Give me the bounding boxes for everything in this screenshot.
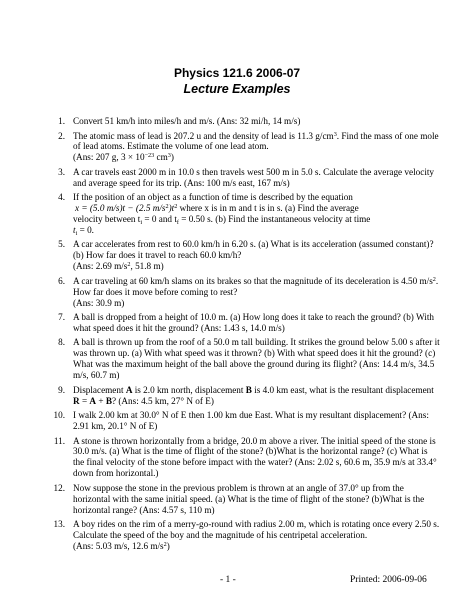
page-number: - 1 - [220, 575, 236, 585]
document-title: Physics 121.6 2006-07 [173, 66, 301, 80]
superscript: 2 [165, 203, 169, 211]
vector-label: B [245, 384, 252, 395]
problem-7 [45, 312, 440, 334]
problem-number: 11. [53, 435, 65, 446]
problem-text [73, 385, 440, 407]
superscript: 3 [167, 152, 171, 160]
printed-date: Printed: 2006-09-06 [350, 575, 427, 585]
problem-11 [45, 436, 440, 480]
problem-text: A stone is thrown horizontally from a bridge, 20.0 m above a river. The initial speed of the stone is 30.0 m/s. (a) What is the time of flight of the stone? (b)What is the horizontal range? (c) What is the final velocity of the stone before impact with the water? (Ans: 2.02 s, 60.6 m, 35.9 m/s at 33.4° down from horizontal.) [73, 435, 437, 479]
superscript: −23 [144, 152, 155, 160]
problem-number: 7. [58, 312, 65, 323]
vector-label: A [125, 384, 133, 395]
problem-text: A car travels east 2000 m in 10.0 s then travels west 500 m in 5.0 s. Calculate the average velocity and average speed for its trip. (Ans: 100 m/s east, 167 m/s) [73, 166, 435, 188]
text-run: where x is in m and t is in s. (a) Find the average [177, 203, 359, 214]
subscript: f [176, 219, 179, 227]
text-run: (Ans: 207 g, 3 × 10 [73, 152, 145, 163]
document-subtitle: Lecture Examples [183, 82, 291, 96]
problem-number: 13. [53, 519, 65, 530]
text-run: = 0 and t [142, 214, 177, 225]
problem-number: 8. [58, 337, 65, 348]
problem-text: If the position of an object as a function of time is described by the equation [73, 192, 353, 203]
problem-5 [45, 239, 440, 272]
problem-text: A boy rides on the rim of a merry-go-round with radius 2.00 m, which is rotating once every 2.50 s. Calculate the speed of the boy and the magnitude of his centripetal acceleration. [73, 519, 440, 540]
problem-number: 1. [58, 116, 65, 126]
vector-label: A [89, 395, 97, 406]
text-run: A car traveling at 60 km/h slams on its brakes so that the magnitude of its deceleration is 4.50 m/s [73, 275, 433, 286]
text-run: = [79, 395, 90, 406]
text-run: = 0. [77, 224, 94, 235]
problem-text: Convert 51 km/h into miles/h and m/s. (Ans: 32 mi/h, 14 m/s) [73, 116, 301, 126]
text-run: ) [170, 152, 174, 163]
text-run: + [96, 395, 106, 406]
superscript: 3 [333, 130, 337, 138]
problem-text: Now suppose the stone in the previous problem is thrown at an angle of 37.0° up from the horizontal with the same initial speed. (a) What is the time of flight of the stone? (b)What is the horizontal range? (Ans: 4.57 s, 110 m) [73, 482, 425, 515]
superscript: 2 [432, 275, 436, 283]
text-run: Displacement [73, 384, 126, 395]
superscript: 2 [127, 261, 131, 269]
problem-number: 10. [53, 410, 65, 421]
problem-text: A car accelerates from rest to 60.0 km/h in 6.20 s. (a) What is its acceleration (assumed constant)? (b) How far does it travel to reach 60.0 km/h? [73, 239, 434, 261]
problem-equation [73, 203, 440, 214]
text-run: t [73, 224, 76, 235]
problem-number: 12. [53, 482, 65, 493]
problem-number: 9. [58, 384, 65, 395]
text-run: )t [168, 203, 175, 214]
problem-2 [45, 131, 440, 164]
problem-1 [45, 116, 440, 127]
text-run: is 4.0 km east, what is the resultant displacement [251, 384, 434, 395]
text-run: (Ans: 5.03 m/s, 12.6 m/s [73, 540, 164, 551]
problem-12 [45, 483, 440, 516]
problem-8 [45, 337, 440, 381]
vector-label: B [105, 395, 112, 406]
problem-13 [45, 519, 440, 552]
text-run: ? (Ans: 4.5 km, 27° N of E) [111, 395, 214, 406]
problem-text [73, 225, 440, 236]
text-run: is 2.0 km north, displacement [132, 384, 246, 395]
problem-10 [45, 410, 440, 432]
problem-text: I walk 2.00 km at 30.0° N of E then 1.00 km due East. What is my resultant displacement? (Ans: 2.91 km, 20.1° N of E) [73, 410, 429, 431]
text-run: cm [154, 152, 168, 163]
text-run: The atomic mass of lead is 207.2 u and the density of lead is 11.3 g/cm [73, 130, 334, 141]
problem-text: A ball is dropped from a height of 10.0 m. (a) How long does it take to reach the ground? (b) With what speed does it hit the ground? (Ans: 1.43 s, 14.0 m/s) [73, 312, 435, 333]
problem-number: 3. [58, 166, 65, 177]
problem-9 [45, 385, 440, 407]
text-run: ) [166, 540, 170, 551]
problem-number: 2. [58, 130, 65, 141]
problem-text: A ball is thrown up from the roof of a 50.0 m tall building. It strikes the ground below 5.00 s after it was thrown up. (a) With what speed was it thrown? (b) With what speed does it hit the ground? (c) What was the maximum height of the ball above the ground during its flight? (Ans: 14.4 m/s, 34.5 m/s, 60.7 m) [73, 337, 440, 381]
problem-answer [73, 152, 440, 163]
problem-3 [45, 167, 440, 189]
problem-text [73, 214, 440, 225]
text-run: . Find the mass of one mole of lead atoms. Estimate the volume of one lead atom. [73, 130, 439, 152]
problem-answer [73, 261, 440, 272]
text-run: . How far does it move before coming to rest? [73, 275, 439, 297]
text-run: = 0.50 s. (b) Find the instantaneous velocity at time [178, 214, 371, 225]
problem-number: 6. [58, 275, 65, 286]
problem-answer [73, 541, 440, 552]
text-run: (Ans: 2.69 m/s [73, 261, 128, 272]
subscript: i [75, 229, 78, 237]
problem-number: 5. [58, 239, 65, 250]
problem-answer: (Ans: 30.9 m) [73, 297, 125, 308]
text-run: velocity between t [73, 214, 141, 225]
problem-6 [45, 276, 440, 309]
problem-list [45, 116, 440, 555]
problem-4 [45, 192, 440, 236]
text-run: , 51.8 m) [130, 261, 164, 272]
problem-text [73, 131, 440, 153]
problem-number: 4. [58, 192, 65, 203]
subscript: i [140, 219, 143, 227]
problem-text [73, 276, 440, 298]
vector-label: R [73, 395, 80, 406]
superscript: 2 [174, 203, 178, 211]
superscript: 2 [163, 540, 167, 548]
text-run: x = (5.0 m/s)t − (2.5 m/s [75, 203, 166, 214]
